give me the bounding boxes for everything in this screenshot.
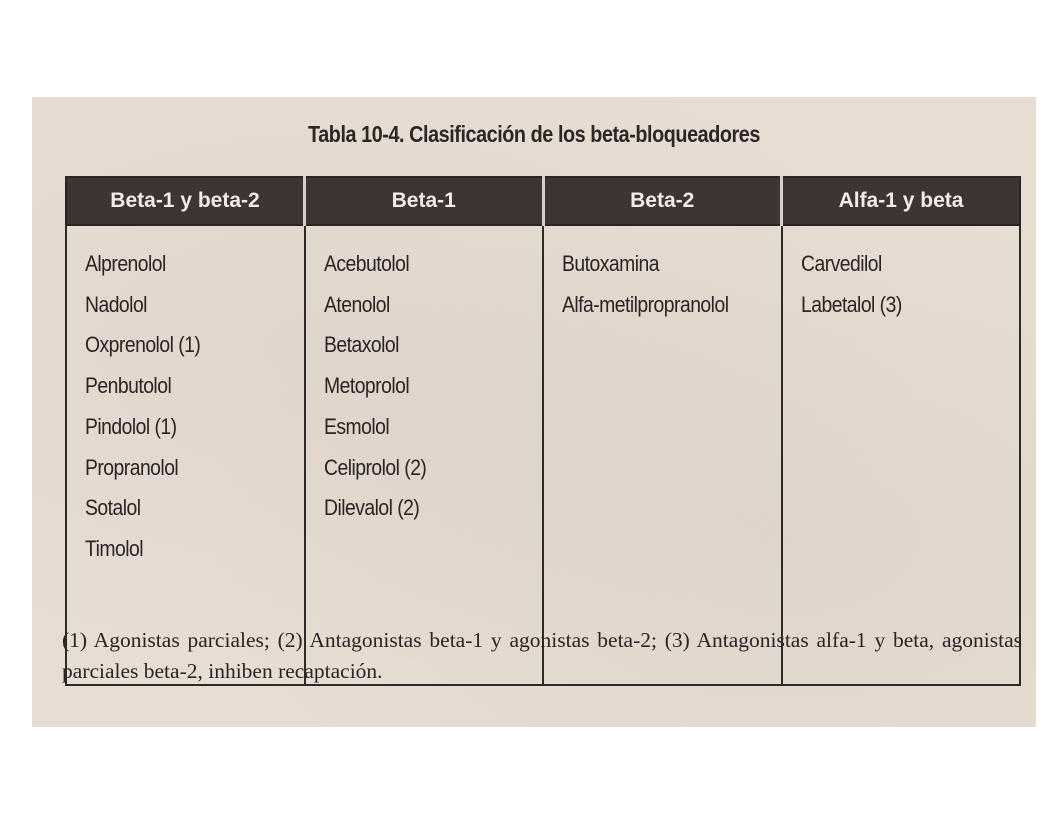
drug-item: Betaxolol <box>323 332 399 358</box>
table-footnote: (1) Agonistas parciales; (2) Antagonistas beta-1 y agonistas beta-2; (3) Antagonistas alfa-1 y beta, agonistas parciales beta-2, inhiben recaptación. <box>62 628 1022 683</box>
drug-item: Dilevalol (2) <box>323 495 419 521</box>
drug-item: Butoxamina <box>562 251 659 276</box>
drug-item: Esmolol <box>323 413 389 439</box>
drug-item: Nadolol <box>85 291 147 317</box>
drug-item: Sotalol <box>85 495 141 521</box>
drug-item: Atenolol <box>323 291 390 317</box>
beta-blocker-table <box>65 176 1021 686</box>
drug-item: Metoprolol <box>323 373 409 399</box>
table-body-row <box>66 225 1020 685</box>
drug-item: Alfa-metilpropranolol <box>562 291 729 317</box>
drug-item: Propranolol <box>85 454 179 480</box>
drug-item: Celiprolol (2) <box>323 454 426 480</box>
column-header-beta2: Beta-2 <box>543 177 782 225</box>
table-title: Tabla 10-4. Clasificación de los beta-bloqueadores <box>308 121 760 147</box>
drug-item: Pindolol (1) <box>85 413 177 439</box>
column-header-beta1-beta2: Beta-1 y beta-2 <box>66 177 305 225</box>
drug-item: Oxprenolol (1) <box>85 332 201 358</box>
drug-item: Alprenolol <box>85 251 166 276</box>
column-cell-beta2 <box>543 225 782 685</box>
column-header-alfa1-beta: Alfa-1 y beta <box>782 177 1021 225</box>
scanned-page <box>32 97 1036 727</box>
drug-item: Penbutolol <box>85 373 172 399</box>
column-header-beta1: Beta-1 <box>305 177 544 225</box>
column-cell-beta1-beta2 <box>66 225 305 685</box>
column-cell-beta1 <box>305 225 544 685</box>
drug-item: Labetalol (3) <box>800 291 902 317</box>
drug-item: Timolol <box>85 535 143 561</box>
table-header-row <box>66 177 1020 225</box>
drug-item: Carvedilol <box>800 251 882 276</box>
column-cell-alfa1-beta <box>782 225 1021 685</box>
drug-item: Acebutolol <box>323 251 409 276</box>
